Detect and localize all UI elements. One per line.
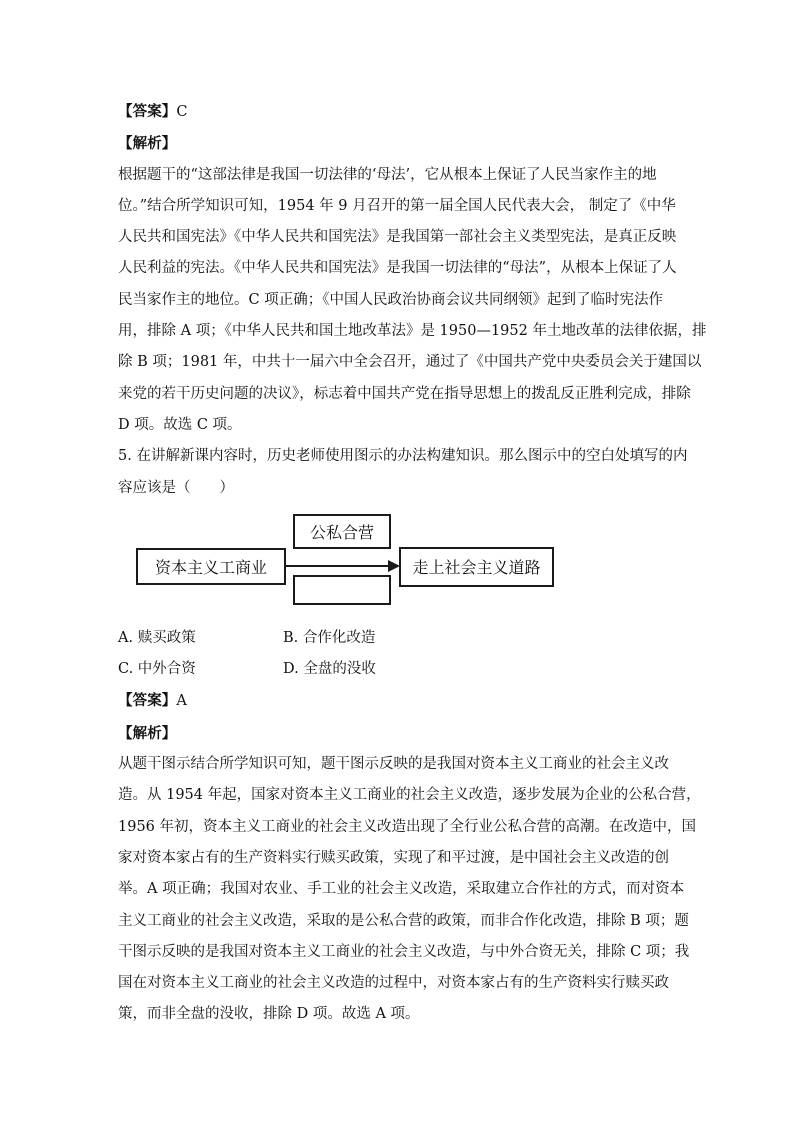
analysis-2-line: 家对资本家占有的生产资料实行赎买政策，实现了和平过渡，是中国社会主义改造的创 [118,849,669,866]
analysis-2-line: 造。从 1954 年起，国家对资本主义工商业的社会主义改造，逐步发展为企业的公私合营， [118,787,701,804]
analysis-2-line: 从题干图示结合所学知识可知，题干图示反映的是我国对资本主义工商业的社会主义改 [118,756,669,773]
analysis-1-line: 民当家作主的地位。C 项正确；《中国人民政治协商会议共同纲领》起到了临时宪法作 [118,291,663,308]
analysis-2-text [118,749,701,1031]
option-d: D. 全盘的没收 [283,661,376,678]
analysis-2-line: 举。A 项正确；我国对农业、手工业的社会主义改造，采取建立合作社的方式，而对资本 [118,881,685,898]
option-c: C. 中外合资 [118,661,196,678]
diagram-box-joint-ownership: 公私合营 [293,514,391,549]
analysis-1-line: 用，排除 A 项；《中华人民共和国土地改革法》是 1950—1952 年土地改革的法律依据，排 [118,323,707,340]
answer-1 [118,96,678,128]
analysis-1-line: 人民共和国宪法》《中华人民共和国宪法》是我国第一部社会主义类型宪法，是真正反映 [118,229,677,246]
analysis-2-label: 【解析】 [118,724,177,742]
answer-1-label: 【答案】 [118,103,177,120]
question-5-stem [118,441,688,504]
option-a: A. 赎买政策 [118,629,196,646]
analysis-2-line: 干图示反映的是我国对资本主义工商业的社会主义改造，与中外合资无关，排除 C 项；我 [118,943,690,960]
analysis-1-line: D 项。故选 C 项。 [118,416,242,433]
document-page [118,96,707,1031]
knowledge-diagram [118,512,678,617]
diagram-box-blank [293,575,391,605]
diagram-box-socialist-road: 走上社会主义道路 [399,547,554,587]
answer-2-value: A [176,693,187,710]
analysis-2-line: 策，而非全盘的没收，排除 D 项。故选 A 项。 [118,1006,420,1023]
analysis-1-line: 来党的若干历史问题的决议》，标志着中国共产党在指导思想上的拨乱反正胜利完成，排除 [118,385,691,402]
analysis-1-line: 根据题干的“这部法律是我国一切法律的‘母法’，它从根本上保证了人民当家作主的地 [118,166,657,183]
analysis-2-line: 国在对资本主义工商业的社会主义改造的过程中，对资本家占有的生产资料实行赎买政 [118,975,669,992]
analysis-1-label: 【解析】 [118,135,177,153]
answer-1-value: C [176,104,188,120]
analysis-1-line: 位。”结合所学知识可知，1954 年 9 月召开的第一届全国人民代表大会， 制定了《中华 [118,197,676,214]
analysis-1-line: 除 B 项；1981 年，中共十一届六中全会召开，通过了《中国共产党中央委员会关于建国以 [118,354,702,371]
answer-2-label: 【答案】 [118,692,177,710]
analysis-2-line: 1956 年初，资本主义工商业的社会主义改造出现了全行业公私合营的高潮。在改造中，国 [118,818,697,835]
question-5-line: 5. 在讲解新课内容时，历史老师使用图示的办法构建知识。那么图示中的空白处填写的内 [118,448,688,465]
analysis-2-line: 主义工商业的社会主义改造，采取的是公私合营的政策，而非合作化改造，排除 B 项；题 [118,912,689,929]
analysis-1-line: 人民利益的宪法。《中华人民共和国宪法》是我国一切法律的“母法”，从根本上保证了人 [118,260,677,277]
question-5-line: 容应该是（ ） [118,479,234,496]
question-5-options [118,623,678,686]
analysis-1-text [118,160,707,442]
diagram-box-capitalist-industry: 资本主义工商业 [136,548,286,585]
diagram-arrow-line [286,565,391,567]
answer-2 [118,685,678,717]
option-b: B. 合作化改造 [283,629,376,646]
